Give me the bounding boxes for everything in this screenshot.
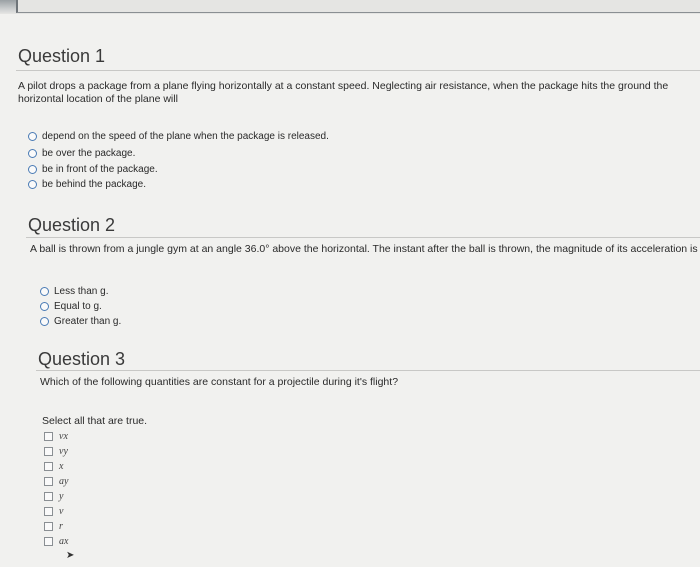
q2-option-3[interactable]: [40, 316, 121, 327]
q3-option-8[interactable]: [44, 536, 68, 547]
q3-option-4-label: ay: [59, 476, 69, 487]
q1-option-2[interactable]: [28, 148, 135, 159]
radio-button[interactable]: [40, 302, 49, 311]
q1-option-4[interactable]: [28, 179, 146, 190]
radio-button[interactable]: [40, 287, 49, 296]
q2-option-1[interactable]: [40, 286, 108, 297]
q1-option-4-label: be behind the package.: [42, 179, 146, 190]
question-1-title: Question 1: [18, 46, 106, 66]
question-2-title: Question 2: [28, 215, 116, 235]
q2-option-2-label: Equal to g.: [54, 301, 102, 312]
radio-button[interactable]: [28, 165, 37, 174]
checkbox[interactable]: [44, 522, 53, 531]
q2-option-1-label: Less than g.: [54, 286, 109, 297]
q3-option-1-label: vx: [59, 431, 68, 442]
checkbox[interactable]: [44, 432, 53, 441]
question-3-title: Question 3: [38, 349, 126, 369]
q1-option-1-label: depend on the speed of the plane when the package is released.: [42, 131, 329, 142]
checkbox[interactable]: [44, 492, 53, 501]
checkbox[interactable]: [44, 462, 53, 471]
question-3-instruction: Select all that are true.: [42, 415, 148, 427]
q3-option-6[interactable]: [44, 506, 63, 517]
question-1-text: A pilot drops a package from a plane flying horizontally at a constant speed. Neglecting air resistance, when the package hits the ground the horizontal location of the plane will: [18, 80, 669, 105]
q3-option-4[interactable]: [44, 476, 68, 487]
page-frame-edge: [16, 0, 700, 13]
question-2-divider: [26, 237, 700, 238]
q3-option-2[interactable]: [44, 446, 68, 457]
q2-option-2[interactable]: [40, 301, 102, 312]
radio-button[interactable]: [40, 317, 49, 326]
q3-option-6-label: v: [59, 506, 64, 517]
q3-option-8-label: ax: [59, 536, 69, 547]
q3-option-7-label: r: [59, 521, 63, 532]
q2-option-3-label: Greater than g.: [54, 316, 122, 327]
q3-option-1[interactable]: [44, 431, 68, 442]
q1-option-3-label: be in front of the package.: [42, 164, 158, 175]
question-2-text: A ball is thrown from a jungle gym at an angle 36.0° above the horizontal. The instant after the ball is thrown, the magnitude of its acceleration is: [30, 243, 698, 255]
question-3-divider: [36, 370, 700, 371]
mouse-pointer-icon: ➤: [66, 550, 75, 561]
checkbox[interactable]: [44, 537, 53, 546]
q3-option-3[interactable]: [44, 461, 63, 472]
q3-option-3-label: x: [59, 461, 64, 472]
q1-option-2-label: be over the package.: [42, 148, 136, 159]
q3-option-2-label: vy: [59, 446, 68, 457]
q1-option-3[interactable]: [28, 164, 158, 175]
checkbox[interactable]: [44, 477, 53, 486]
q1-option-1[interactable]: [28, 131, 329, 142]
radio-button[interactable]: [28, 132, 37, 141]
checkbox[interactable]: [44, 507, 53, 516]
q3-option-5-label: y: [59, 491, 64, 502]
radio-button[interactable]: [28, 149, 37, 158]
checkbox[interactable]: [44, 447, 53, 456]
q3-option-5[interactable]: [44, 491, 63, 502]
browser-top-bar: [0, 0, 700, 14]
q3-option-7[interactable]: [44, 521, 63, 532]
question-3-text: Which of the following quantities are constant for a projectile during it's flight?: [40, 376, 399, 388]
radio-button[interactable]: [28, 180, 37, 189]
question-1-divider: [16, 70, 700, 71]
